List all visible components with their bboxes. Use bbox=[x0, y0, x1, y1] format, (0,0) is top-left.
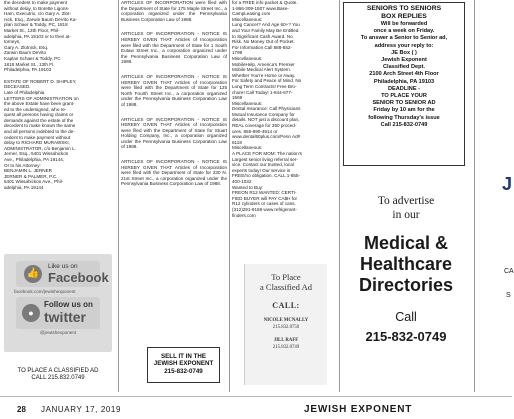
notice-line: quest all persons having claims or bbox=[4, 112, 74, 118]
listing-line: 400-1032 bbox=[232, 179, 252, 184]
notice-line: ADMINISTRATOR, c/o Benjamin L. bbox=[4, 145, 76, 151]
sell-line1: SELL IT IN THE bbox=[161, 353, 206, 360]
notice-line: adelphia, PA 19103 or to their at- bbox=[4, 33, 71, 39]
listing-line: to Significant Cash Award. No bbox=[232, 33, 293, 39]
listing-line: Dental Insurance: Call Physicians bbox=[232, 106, 301, 112]
listing-line: Largest senior living referral ser- bbox=[232, 156, 298, 162]
notice-line: Ham, Executrix, c/o Gary A. Zlot- bbox=[4, 11, 71, 17]
listing-line: Wanted to Buy: bbox=[232, 184, 264, 190]
incorporation-notices bbox=[121, 0, 227, 187]
notice-line: ed to the undersigned, who re- bbox=[4, 106, 67, 112]
notice-line: LETTERS OF ADMINISTRATION on bbox=[4, 95, 79, 101]
seniors-line: following Thursday's issue bbox=[368, 114, 440, 121]
seniors-line: SENIORS TO SENIORS bbox=[366, 5, 442, 12]
notice-line: cedent to make payment without bbox=[4, 134, 71, 140]
call-label: Call bbox=[395, 310, 417, 324]
listing-line: Miscellaneous: bbox=[232, 55, 263, 61]
medical-directory-ad bbox=[342, 181, 470, 389]
twitter-handle[interactable]: @jewishexponent bbox=[39, 330, 77, 335]
incorporation-notice: ARTICLES OF INCORPORATION were filed with the Department of State for 175 Maple Street Inc., a corporation organized under the Pennsylvania Business Corporation Law of 1988. bbox=[121, 0, 227, 22]
twitter-label: twitter bbox=[44, 309, 86, 325]
place-ad-phone: CALL 215.832.0749 bbox=[31, 375, 85, 381]
listing-line: FIED BUYER will PAY CA$H for bbox=[232, 195, 298, 201]
thumbs-up-icon: 👍 bbox=[24, 265, 42, 283]
classified-heading-2: a Classified Ad bbox=[260, 282, 312, 292]
notice-line: Late of Philadelphia bbox=[4, 89, 45, 95]
listing-line: experts today! Our service is bbox=[232, 167, 291, 173]
listing-line: FREON R12 WANTED: CERTI- bbox=[232, 190, 297, 196]
facebook-button[interactable] bbox=[16, 261, 109, 287]
column-divider bbox=[118, 0, 119, 392]
twitter-button[interactable] bbox=[16, 297, 100, 329]
listing-line: for a FREE info packet & Quote. bbox=[232, 0, 298, 5]
notice-line: Philadelphia, PA 19103 bbox=[4, 67, 52, 73]
notice-line: Or to his Attorney: bbox=[4, 162, 41, 168]
edge-letter-s: S bbox=[506, 292, 511, 299]
call-label: CALL: bbox=[272, 301, 300, 310]
notice-line: plan Schaer & Toddy, PC, 1818 bbox=[4, 22, 68, 28]
listing-line: Whether You're Home or Away. bbox=[232, 72, 296, 78]
notice-estate-shipley bbox=[4, 79, 116, 191]
notice-line: the above Estate have been grant- bbox=[4, 101, 75, 107]
notice-line: JERNER & PALMER, P.C. bbox=[4, 173, 58, 179]
incorporation-notice: ARTICLES OF INCORPORATION - NOTICE IS HEREBY GIVEN THAT Articles of Incorporation were filed with the Department of State for 125 North Fourth Street Inc., a corporation organized under the Pennsylvania Business Corporation Law of 1988. bbox=[121, 73, 227, 107]
notice-line: Ave., Philadelphia, PA 19144, bbox=[4, 157, 65, 163]
notice-line: adelphia, PA 19144 bbox=[4, 185, 44, 190]
seniors-line: Philadelphia, PA 19103 bbox=[373, 78, 435, 85]
sell-it-box bbox=[147, 347, 220, 383]
incorporation-notice: ARTICLES OF INCORPORATION - NOTICE IS HEREBY GIVEN THAT Articles of Incorporation were filed with the Department of State for Stuart Holding Company, Inc., a corporation organized under the Pennsylvania Business Corporation Law of 1988. bbox=[121, 116, 227, 150]
listing-line: finders.com bbox=[232, 212, 256, 218]
listing-line: 1799 bbox=[232, 50, 243, 56]
listing-line: MobileHelp, America's Premier bbox=[232, 61, 295, 67]
place-ad-line1: TO PLACE A CLASSIFIED AD bbox=[17, 368, 99, 374]
contact-phone: 215.832.0749 bbox=[272, 345, 300, 350]
like-us-label: Like us on bbox=[48, 263, 78, 270]
notice-line: without delay, to Borette Ligons- bbox=[4, 5, 70, 11]
seniors-line: JE Box ( ) bbox=[391, 49, 417, 56]
seniors-line: address your reply to: bbox=[374, 42, 434, 49]
issue-date: JANUARY 17, 2019 bbox=[41, 405, 122, 414]
incorporation-notice: ARTICLES OF INCORPORATION - NOTICE IS HEREBY GIVEN THAT Articles of Incorporation were filed with the Department of State for 230 N. 21st Street Inc., a corporation organized under the Pennsylvania Business Corporation Law of 1988. bbox=[121, 159, 227, 187]
notice-line: 1818 Market St., 13th Fl. bbox=[4, 61, 55, 67]
classified-heading: To Place bbox=[271, 272, 301, 282]
notice-line: 5401 Wissahickon Ave., Phil- bbox=[4, 179, 64, 185]
notice-line: Gary A. Zlotnick, Esq. bbox=[4, 44, 49, 50]
listing-line: 1569 bbox=[232, 95, 243, 101]
seniors-line: Will be forwarded bbox=[380, 21, 428, 27]
listing-line: Miscellaneous: bbox=[232, 16, 263, 22]
notice-line: demands against the estate of the bbox=[4, 117, 74, 123]
seniors-line: To answer a Senior to Senior ad, bbox=[360, 35, 448, 42]
seniors-line: BOX REPLIES bbox=[381, 13, 427, 20]
listing-line: 1-866-309-1507 www.Base- bbox=[232, 5, 289, 11]
listing-line: Risk. No Money Out of Pocket. bbox=[232, 39, 295, 45]
notice-line: decedent to make known the same bbox=[4, 123, 76, 129]
column-divider bbox=[229, 0, 230, 392]
edge-letters-ca: CA bbox=[504, 268, 514, 275]
notice-line: Jerner, Esq., 5401 Wissahickon bbox=[4, 151, 69, 157]
seniors-line: Classified Dept. bbox=[383, 64, 425, 71]
notice-line: and all persons indebted to the de- bbox=[4, 129, 75, 135]
notice-line: Market St., 13th Floor, Phil- bbox=[4, 27, 60, 33]
misc-listings bbox=[232, 0, 336, 218]
seniors-line: SENIOR TO SENIOR AD bbox=[372, 100, 436, 107]
column-misc-classifieds bbox=[232, 0, 336, 246]
notice-line: the decedent to make payment bbox=[4, 0, 68, 5]
notice-line: Kaplan Schaer & Toddy, PC bbox=[4, 55, 61, 61]
seniors-line: Call 215-832-0749 bbox=[380, 121, 428, 128]
contact-name: JILL RAFF bbox=[273, 338, 299, 343]
notice-line: BENJAMIN L. JERNER bbox=[4, 168, 52, 174]
advertise-line1: To advertise bbox=[377, 195, 435, 207]
listing-line: chure! Call Today! 1-844-677- bbox=[232, 89, 293, 95]
listing-line: REAL coverage for 350 proced- bbox=[232, 123, 297, 129]
listing-line: For Information Call 888-652- bbox=[232, 44, 293, 50]
listing-line: Mobile Medical Alert System. bbox=[232, 67, 291, 73]
seniors-box-replies bbox=[343, 2, 465, 166]
listing-line: 6118 bbox=[232, 139, 242, 145]
seniors-line: DEADLINE - bbox=[387, 85, 420, 92]
facebook-label: Facebook bbox=[48, 270, 109, 285]
listing-line: For Safety and Peace of Mind. No bbox=[232, 78, 302, 84]
column-divider bbox=[339, 0, 340, 392]
notice-estate-ligons bbox=[4, 0, 116, 73]
listing-line: Miscellaneous: bbox=[232, 145, 263, 151]
notice-line: ESTATE OF ROBERT D. SHIPLEY, bbox=[4, 78, 77, 84]
listing-line: Lung Cancer? And Age 60+? You bbox=[232, 22, 300, 28]
directory-title-2: Healthcare bbox=[359, 254, 453, 274]
notice-line: delay to RICHARD MURAWSKI, bbox=[4, 140, 70, 146]
listing-line: and Your Family May Be Entitled bbox=[232, 27, 299, 33]
notice-line: Zarwin Baum DeVito bbox=[4, 50, 47, 56]
facebook-url[interactable]: facebook.com/jewishexponent bbox=[14, 289, 76, 294]
notice-line: nick, Esq., Zarwin Baum DeVito Ka- bbox=[4, 16, 77, 22]
seniors-line: once a week on Friday. bbox=[373, 28, 435, 35]
listing-line: R12 cylinders or cases of cans. bbox=[232, 201, 296, 207]
listing-line: (312)291-9169 www.refrigerant- bbox=[232, 206, 297, 212]
directory-phone: 215-832-0749 bbox=[365, 329, 447, 344]
directory-title-3: Directories bbox=[358, 275, 454, 295]
listing-line: ures. 855-890-4914 or bbox=[232, 128, 278, 134]
listing-line: Mutual Insurance Company for bbox=[232, 111, 295, 117]
classified-contact-box bbox=[244, 264, 327, 385]
listing-line: A PLACE FOR MOM: The nation's bbox=[232, 151, 302, 157]
listing-line: CampLeasing.com bbox=[232, 11, 271, 17]
contact-phone: 215.832.0750 bbox=[272, 325, 300, 330]
listing-line: FREE/no obligation. CALL 1-855- bbox=[232, 173, 301, 179]
edge-letter-j: J bbox=[502, 174, 513, 194]
page-number: 28 bbox=[17, 405, 26, 414]
listing-line: vice. Contact our trusted, local bbox=[232, 162, 294, 168]
notice-line: torneys, bbox=[4, 39, 21, 45]
seniors-line: 2100 Arch Street 4th Floor bbox=[369, 71, 439, 78]
column-legal-notices-2 bbox=[121, 0, 227, 330]
advertise-line2: in our bbox=[392, 209, 420, 221]
listing-line: Miscellaneous: bbox=[232, 100, 263, 106]
seniors-line: Jewish Exponent bbox=[381, 57, 427, 64]
publication-name: JEWISH EXPONENT bbox=[304, 404, 413, 415]
sell-phone: 215-832-0749 bbox=[164, 367, 203, 375]
contact-name: NICOLE MCNALLY bbox=[263, 318, 309, 323]
seniors-line: Friday by 10 am for the bbox=[373, 107, 435, 114]
incorporation-notice: ARTICLES OF INCORPORATION - NOTICE IS HEREBY GIVEN THAT Articles of Incorporation were filed with the Department of State for 1 South Eutaw Street Inc., a corporation organized under the Pennsylvania Business Corporation Law of 1988. bbox=[121, 31, 227, 65]
column-divider bbox=[474, 0, 475, 392]
seniors-line: TO PLACE YOUR bbox=[381, 93, 427, 100]
listing-line: details. NOT just a discount plan, bbox=[232, 117, 300, 123]
sell-line2: JEWISH EXPONENT bbox=[153, 360, 214, 368]
follow-us-label: Follow us on bbox=[44, 300, 93, 309]
directory-title-1: Medical & bbox=[363, 233, 449, 253]
twitter-bird-icon: ● bbox=[22, 304, 40, 322]
listing-line: www.dental50plus.com/Penn Ad# bbox=[232, 134, 301, 140]
social-media-box bbox=[4, 254, 112, 352]
listing-line: Long Term Contracts! Free Bro- bbox=[232, 83, 297, 89]
place-classified-ad bbox=[4, 368, 112, 382]
notice-line: DECEASED. bbox=[4, 84, 31, 90]
page-footer bbox=[0, 396, 512, 419]
